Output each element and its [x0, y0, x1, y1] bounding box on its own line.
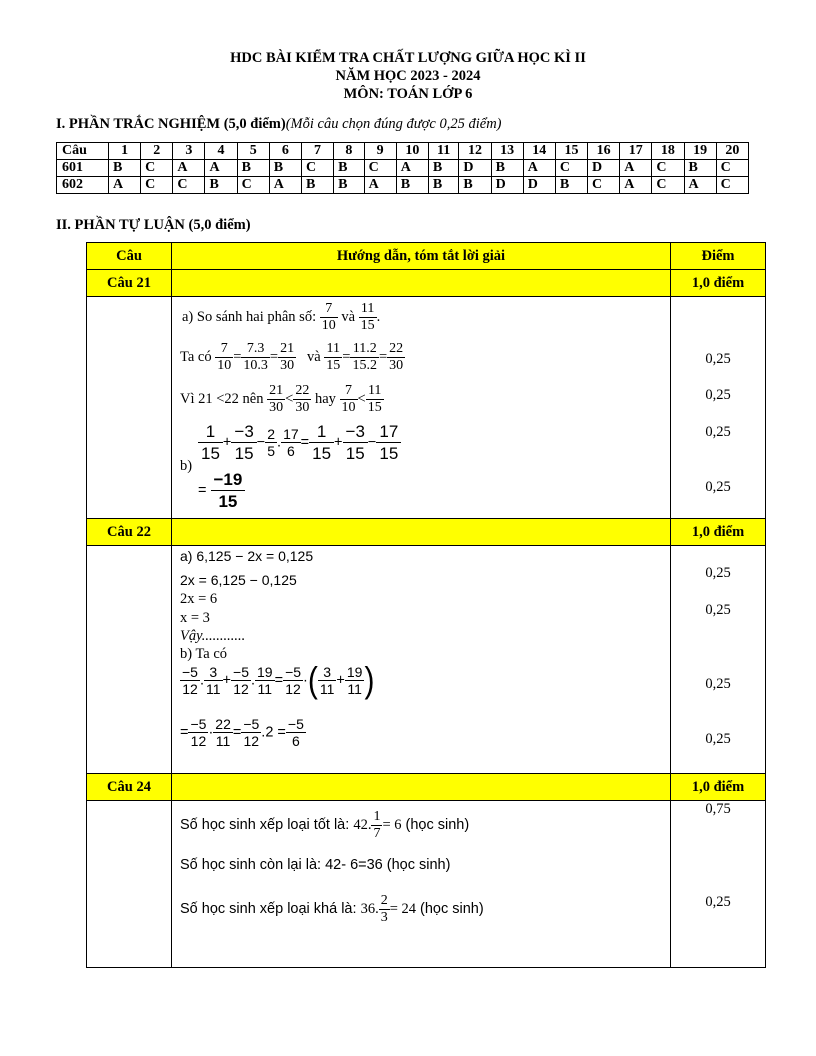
mc-answer-cell: A: [396, 160, 428, 177]
mc-question-number: 6: [269, 143, 301, 160]
q22-line-4: x = 3: [180, 610, 210, 626]
q22-empty-cell: [87, 546, 172, 774]
q21-label: Câu 21: [87, 270, 172, 297]
mc-question-number: 2: [141, 143, 173, 160]
q24-line-2: Số học sinh còn lại là: 42- 6=36 (học sinh): [180, 857, 451, 873]
q22-line-8: = $\frac{-5}{12}$ · $\frac{22}{11}$ = $\frac{-5}{12}$ .2 = $\frac{-5}{6}$: [180, 716, 304, 749]
q22-line-7: $\frac{-5}{12}$ . $\frac{3}{11}$ + $\frac{-5}{12}$ . $\frac{19}{11}$ = $\frac{-5}{12}$ ·( $\frac{3}{11}$ + $\frac{19}{11}$ ): [182, 660, 375, 700]
q24-label: Câu 24: [87, 774, 172, 801]
mc-answer-cell: B: [205, 177, 237, 194]
q22-line-6: b) Ta có: [180, 646, 228, 662]
mc-answer-cell: A: [364, 177, 396, 194]
q21-va-2: và: [306, 348, 321, 365]
q22-point: 0,25: [705, 731, 731, 747]
q21-score: 1,0 điểm: [671, 270, 766, 297]
mc-answer-cell: C: [141, 160, 173, 177]
mc-answer-cell: A: [620, 177, 652, 194]
mc-answer-cell: B: [301, 177, 333, 194]
mc-answer-cell: D: [491, 177, 523, 194]
q21-title-row: [87, 270, 766, 297]
mc-answer-cell: B: [109, 160, 141, 177]
q21-empty-cell: [87, 297, 172, 519]
q22-points: [671, 546, 766, 774]
q21-b-label: b): [180, 458, 193, 474]
mc-question-number: 11: [428, 143, 459, 160]
q22-line-5: Vậy............: [180, 628, 246, 644]
mc-answer-cell: A: [109, 177, 141, 194]
mc-answer-cell: C: [301, 160, 333, 177]
mc-question-number: 13: [491, 143, 523, 160]
q21-body-row: [87, 297, 766, 519]
mc-answer-cell: C: [364, 160, 396, 177]
q21-a-text: a) So sánh hai phân số:: [182, 308, 317, 325]
mc-answer-cell: B: [396, 177, 428, 194]
q21-vi: Vì 21 <22 nên: [180, 390, 264, 407]
mc-answer-cell: C: [716, 177, 748, 194]
mc-answer-cell: A: [269, 177, 301, 194]
mc-answer-cell: B: [237, 160, 269, 177]
document-header: [0, 49, 816, 103]
q24-l3: Số học sinh xếp loại khá là:: [180, 900, 357, 917]
mc-question-number: 12: [459, 143, 491, 160]
mc-answer-cell: C: [173, 177, 205, 194]
q24-l1: Số học sinh xếp loại tốt là:: [180, 816, 350, 833]
mc-question-number: 14: [523, 143, 555, 160]
header-diem: Điểm: [671, 243, 766, 270]
q22-score: 1,0 điểm: [671, 519, 766, 546]
mc-question-number: 3: [173, 143, 205, 160]
q22-point: 0,25: [705, 565, 731, 581]
mc-question-number: 10: [396, 143, 428, 160]
mc-question-number: 4: [205, 143, 237, 160]
header-line-1: HDC BÀI KIỂM TRA CHẤT LƯỢNG GIỮA HỌC KÌ II: [230, 50, 586, 66]
q24-l3-unit: (học sinh): [420, 900, 484, 917]
q24-line-3: Số học sinh xếp loại khá là: 36. $\frac{2}{3}$ = 24 (học sinh): [180, 893, 484, 925]
q24-point: 0,75: [705, 801, 731, 817]
mc-answer-cell: B: [555, 177, 587, 194]
mc-answer-cell: B: [459, 177, 491, 194]
q21-point: 0,25: [705, 351, 731, 367]
q21-ta-co: Ta có: [180, 348, 212, 365]
q22-point: 0,25: [705, 676, 731, 692]
mc-answer-cell: D: [588, 160, 620, 177]
q21-empty: [172, 270, 671, 297]
mc-question-number: 15: [555, 143, 587, 160]
q21-va: và: [341, 308, 356, 325]
mc-answer-cell: C: [555, 160, 587, 177]
q22-l1: a) 6,125 − 2x = 0,125: [180, 548, 314, 564]
main-header-row: [87, 243, 766, 270]
mc-answer-cell: B: [334, 177, 365, 194]
mc-question-number: 16: [588, 143, 620, 160]
q24-title-row: [87, 774, 766, 801]
q22-l2: 2x = 6,125 − 0,125: [180, 572, 297, 588]
q21-points: [671, 297, 766, 519]
q22-line-2: [180, 571, 297, 589]
q21-line-b1: $\frac{1}{15}$ + $\frac{-3}{15}$ − $\frac{2}{5}$ . $\frac{17}{6}$ = $\frac{1}{15}$ + $\frac{-3}{15}$ − $\frac{17}{15}$: [198, 421, 401, 464]
q22-label: Câu 22: [87, 519, 172, 546]
mc-answer-cell: A: [523, 160, 555, 177]
mc-answer-cell: C: [141, 177, 173, 194]
q22-point: 0,25: [705, 602, 731, 618]
mc-question-number: 17: [620, 143, 652, 160]
q24-line-1: Số học sinh xếp loại tốt là: 42. $\frac{1}{7}$ = 6 (học sinh): [180, 809, 470, 841]
q22-body-row: [87, 546, 766, 774]
mc-question-number: 7: [301, 143, 333, 160]
q21-line-vi: Vì 21 <22 nên $\frac{21}{30}$ < $\frac{22}{30}$ hay $\frac{7}{10}$ < $\frac{11}{15}$: [180, 383, 382, 415]
mc-answer-cell: A: [684, 177, 716, 194]
mc-answer-cell: B: [334, 160, 365, 177]
mc-answer-cell: C: [237, 177, 269, 194]
q22-solution: [172, 546, 671, 774]
header-line-2: NĂM HỌC 2023 - 2024: [335, 68, 481, 84]
mc-answer-cell: A: [620, 160, 652, 177]
mc-answer-cell: B: [428, 177, 459, 194]
q22-line-3: 2x = 6: [180, 591, 218, 607]
mc-question-number: 9: [364, 143, 396, 160]
q21-point: 0,25: [705, 424, 731, 440]
mc-header-row: [57, 143, 749, 160]
mc-answer-cell: C: [652, 160, 684, 177]
q24-l1-unit: (học sinh): [405, 816, 470, 833]
q24-score: 1,0 điểm: [671, 774, 766, 801]
mc-header-label: Câu: [57, 143, 109, 160]
essay-answer-table: [86, 242, 766, 968]
mc-question-number: 18: [652, 143, 684, 160]
header-cau: Câu: [87, 243, 172, 270]
mc-row-601: [57, 160, 749, 177]
q21-line-ta-co: Ta có $\frac{7}{10}$ = $\frac{7.3}{10.3}$ = $\frac{21}{30}$ và $\frac{11}{15}$ = $\frac{11.2}{15.2}$ = $\frac{22}{30}$: [180, 341, 404, 373]
mc-answer-cell: A: [205, 160, 237, 177]
mc-answer-cell: D: [459, 160, 491, 177]
mc-answer-cell: D: [523, 177, 555, 194]
section-1-note: (Mỗi câu chọn đúng được 0,25 điểm): [285, 116, 502, 132]
q24-solution: [172, 801, 671, 968]
q21-point: 0,25: [705, 387, 731, 403]
q22-line-1: [180, 547, 313, 565]
mc-question-number: 5: [237, 143, 269, 160]
mc-question-number: 20: [716, 143, 748, 160]
multiple-choice-answer-table: [56, 142, 749, 194]
mc-answer-cell: B: [491, 160, 523, 177]
mc-answer-cell: B: [269, 160, 301, 177]
q24-points: [671, 801, 766, 968]
mc-row-code: 602: [57, 177, 109, 194]
q22-title-row: [87, 519, 766, 546]
mc-answer-cell: C: [652, 177, 684, 194]
q21-line-b2: = $\frac{-19}{15}$: [198, 469, 245, 512]
mc-answer-cell: C: [716, 160, 748, 177]
q24-empty-cell: [87, 801, 172, 968]
q24-body-row: [87, 801, 766, 968]
mc-answer-cell: A: [173, 160, 205, 177]
q21-hay: hay: [314, 390, 336, 407]
q21-point: 0,25: [705, 479, 731, 495]
mc-answer-cell: B: [684, 160, 716, 177]
section-2-title: II. PHẦN TỰ LUẬN (5,0 điểm): [56, 217, 251, 233]
q22-empty: [172, 519, 671, 546]
q21-line-a: a) So sánh hai phân số: $\frac{7}{10}$ và $\frac{11}{15}$ .: [182, 301, 381, 333]
q24-empty: [172, 774, 671, 801]
mc-answer-cell: B: [428, 160, 459, 177]
mc-question-number: 8: [334, 143, 365, 160]
mc-question-number: 19: [684, 143, 716, 160]
mc-answer-cell: C: [588, 177, 620, 194]
mc-row-602: [57, 177, 749, 194]
header-line-3: MÔN: TOÁN LỚP 6: [343, 86, 473, 102]
header-guide: Hướng dẫn, tóm tắt lời giải: [172, 243, 671, 270]
q21-solution: [172, 297, 671, 519]
section-1-heading: I. PHẦN TRẮC NGHIỆM (5,0 điểm): [56, 116, 286, 132]
mc-question-number: 1: [109, 143, 141, 160]
q24-point: 0,25: [705, 894, 731, 910]
section-1-title: [56, 116, 502, 133]
mc-row-code: 601: [57, 160, 109, 177]
